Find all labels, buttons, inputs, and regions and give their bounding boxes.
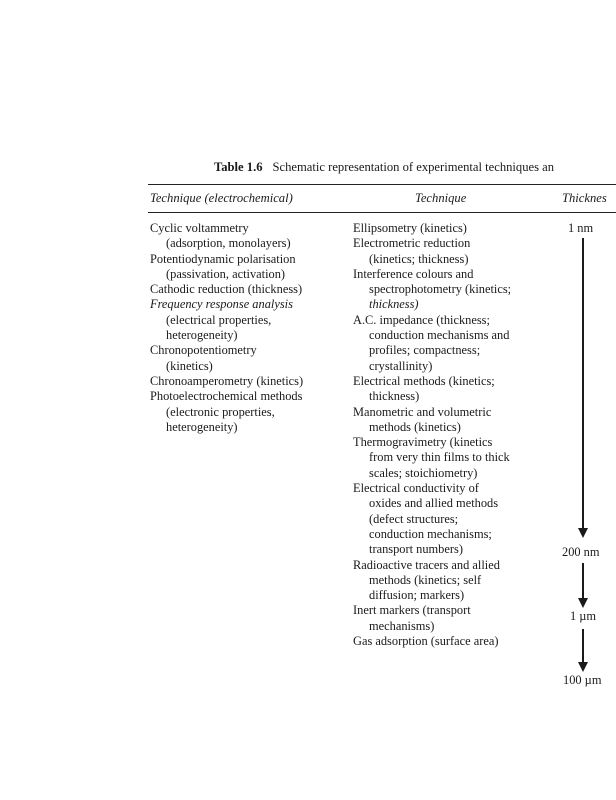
- header-electrochemical: Technique (electrochemical): [150, 191, 293, 205]
- technique-line: oxides and allied methods: [369, 496, 499, 511]
- thickness-scale-arrow-3: [578, 662, 588, 672]
- technique-line: scales; stoichiometry): [369, 465, 478, 480]
- table-caption-text: Schematic representation of experimental techniques an: [272, 160, 555, 174]
- technique-line: Radioactive tracers and allied: [353, 557, 500, 572]
- electrochemical-technique-line: Potentiodynamic polarisation: [150, 251, 296, 266]
- header-thickness: Thicknes: [562, 191, 607, 205]
- technique-line: Gas adsorption (surface area): [353, 634, 499, 649]
- technique-line: methods (kinetics; self: [369, 572, 482, 587]
- electrochemical-technique-line: heterogeneity): [166, 419, 238, 434]
- thickness-scale-line-3: [582, 629, 584, 662]
- technique-line: thickness): [369, 297, 419, 312]
- technique-line: Electrical methods (kinetics;: [353, 373, 495, 388]
- electrochemical-technique-line: (adsorption, monolayers): [166, 236, 291, 251]
- electrochemical-technique-line: (passivation, activation): [166, 266, 286, 281]
- technique-line: from very thin films to thick: [369, 450, 510, 465]
- thickness-marker-100um: 100 µm: [563, 673, 602, 687]
- table-caption: [214, 160, 554, 175]
- technique-line: Electrical conductivity of: [353, 481, 479, 496]
- technique-line: crystallinity): [369, 358, 433, 373]
- electrochemical-technique-line: Frequency response analysis: [150, 297, 293, 312]
- technique-line: (defect structures;: [369, 511, 459, 526]
- electrochemical-technique-line: (electrical properties,: [166, 312, 272, 327]
- technique-line: Manometric and volumetric: [353, 404, 492, 419]
- thickness-marker-1um: 1 µm: [570, 609, 597, 623]
- technique-line: Electrometric reduction: [353, 236, 471, 251]
- technique-line: conduction mechanisms;: [369, 526, 492, 541]
- technique-line: A.C. impedance (thickness;: [353, 312, 490, 327]
- thickness-scale-arrow-2: [578, 598, 588, 608]
- technique-line: spectrophotometry (kinetics;: [369, 282, 512, 297]
- header-technique: Technique: [415, 191, 467, 205]
- technique-line: transport numbers): [369, 542, 463, 557]
- electrochemical-technique-line: Cyclic voltammetry: [150, 221, 249, 235]
- electrochemical-technique-line: (kinetics): [166, 358, 213, 373]
- technique-line: Interference colours and: [353, 266, 474, 281]
- technique-line: thickness): [369, 389, 420, 404]
- table-caption-label: Table 1.6: [214, 160, 263, 174]
- electrochemical-technique-line: (electronic properties,: [166, 404, 275, 419]
- electrochemical-technique-line: Chronoamperometry (kinetics): [150, 373, 304, 388]
- thickness-scale-line-1: [582, 238, 584, 528]
- electrochemical-technique-line: heterogeneity): [166, 328, 238, 343]
- technique-line: Ellipsometry (kinetics): [353, 221, 467, 235]
- thickness-marker-1nm: 1 nm: [568, 221, 594, 235]
- table-header-rule: [148, 212, 616, 213]
- technique-line: methods (kinetics): [369, 419, 461, 434]
- thickness-scale-arrow-1: [578, 528, 588, 538]
- technique-line: (kinetics; thickness): [369, 251, 469, 266]
- technique-column: [353, 221, 511, 649]
- electrochemical-technique-line: Chronopotentiometry: [150, 343, 257, 358]
- table-top-rule: [148, 184, 616, 185]
- electrochemical-technique-line: Photoelectrochemical methods: [150, 389, 303, 404]
- technique-line: Thermogravimetry (kinetics: [353, 435, 493, 450]
- technique-line: profiles; compactness;: [369, 343, 481, 358]
- thickness-scale-line-2: [582, 563, 584, 598]
- electrochemical-column: [150, 221, 303, 435]
- electrochemical-technique-line: Cathodic reduction (thickness): [150, 282, 303, 297]
- technique-line: conduction mechanisms and: [369, 328, 510, 343]
- technique-line: Inert markers (transport: [353, 603, 471, 618]
- technique-line: diffusion; markers): [369, 588, 465, 603]
- technique-line: mechanisms): [369, 618, 435, 633]
- thickness-marker-200nm: 200 nm: [562, 545, 600, 559]
